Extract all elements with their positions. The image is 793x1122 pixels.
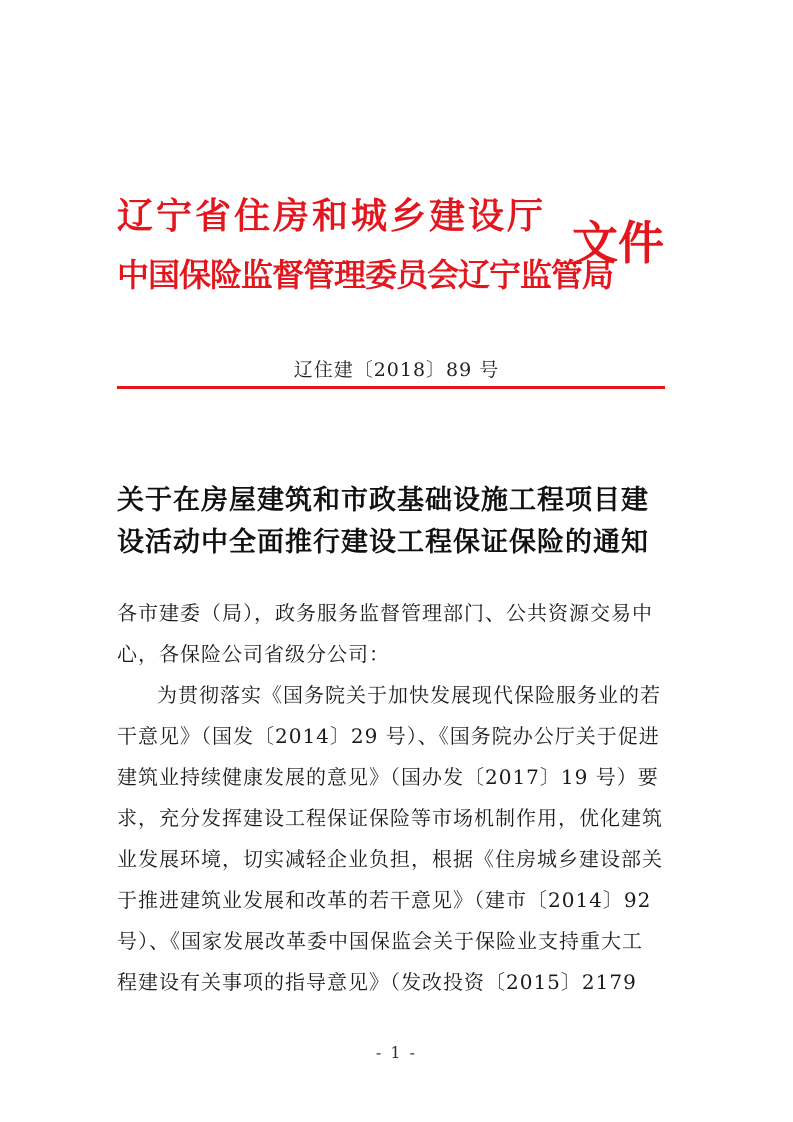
body-line: 心，各保险公司省级分公司：	[117, 642, 390, 666]
issuer-line-1: 辽宁省住房和城乡建设厅	[117, 196, 547, 237]
body-line: 业发展环境，切实减轻企业负担，根据《住房城乡建设部关	[117, 847, 663, 871]
issuer-line-2: 中国保险监督管理委员会辽宁监管局	[117, 256, 614, 294]
document-word: 文件	[572, 216, 664, 270]
body-line: 于推进建筑业发展和改革的若干意见》（建市〔2014〕92	[117, 888, 652, 912]
body-line: 干意见》（国发〔2014〕29 号）、《国务院办公厅关于促进	[117, 724, 660, 748]
body-line: 求，充分发挥建设工程保证保险等市场机制作用，优化建筑	[117, 806, 663, 830]
body-line: 各市建委（局），政务服务监督管理部门、公共资源交易中	[117, 601, 653, 625]
body-line: 程建设有关事项的指导意见》（发改投资〔2015〕2179	[117, 970, 637, 994]
body-line: 号）、《国家发展改革委中国保监会关于保险业支持重大工	[117, 929, 643, 953]
body-line: 建筑业持续健康发展的意见》（国办发〔2017〕19 号）要	[117, 765, 659, 789]
document-title-line-2: 设活动中全面推行建设工程保证保险的通知	[117, 527, 649, 558]
page-number: - 1 -	[375, 1043, 418, 1062]
body-line: 为贯彻落实《国务院关于加快发展现代保险服务业的若	[157, 683, 661, 707]
document-title-line-1: 关于在房屋建筑和市政基础设施工程项目建	[117, 485, 649, 516]
document-number: 辽住建〔2018〕89 号	[293, 359, 500, 381]
red-separator-line	[117, 386, 665, 389]
